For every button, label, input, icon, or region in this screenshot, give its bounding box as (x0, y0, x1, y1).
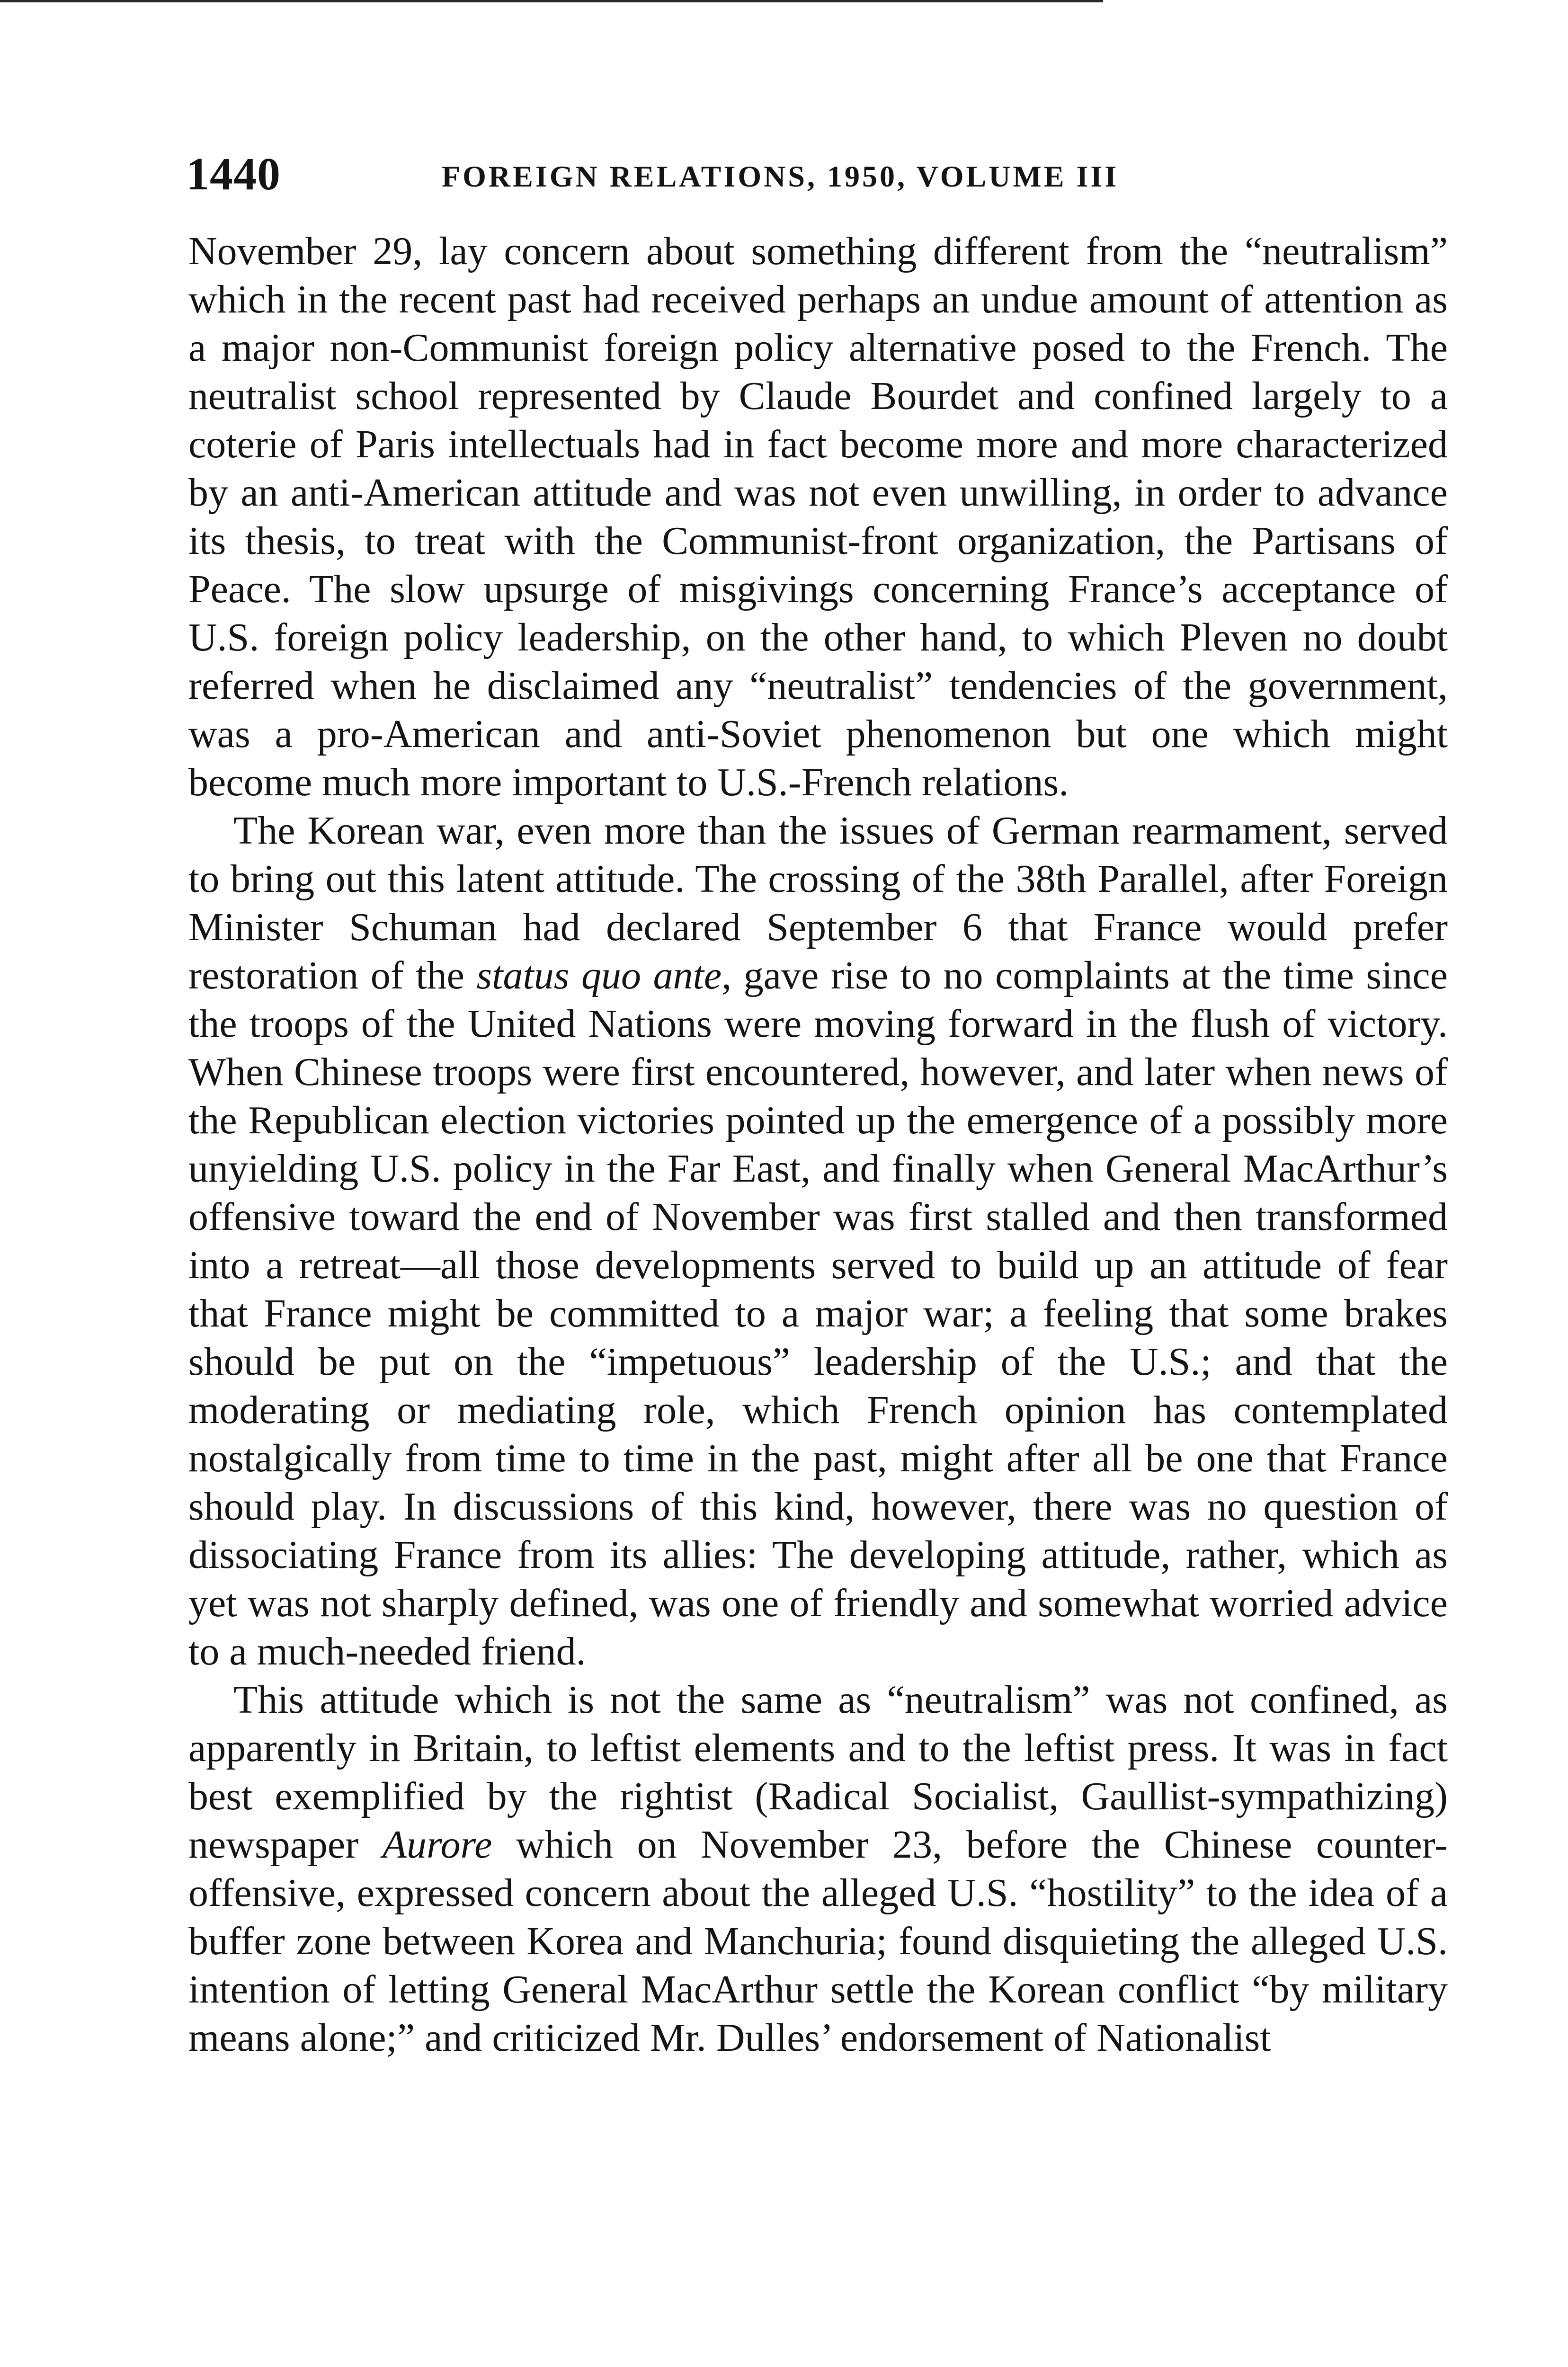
italic-phrase-status-quo-ante: status quo ante (476, 953, 722, 997)
paragraph-2 (188, 807, 1448, 1676)
paragraph-3 (188, 1676, 1448, 2062)
page-header (186, 148, 1455, 205)
italic-newspaper-aurore: Aurore (382, 1823, 492, 1867)
top-edge-rule (0, 0, 1103, 2)
running-title: FOREIGN RELATIONS, 1950, VOLUME III (442, 160, 1119, 193)
paragraph-3-text-a: This attitude which is not the same as “neutralism” was not confined, as apparently in Britain, to leftist elements and to the leftist press. It was in fact best exemplified by the rightist (Radical Socialist, Gaullist-sympathizing) newspaper (188, 1678, 1448, 1867)
paragraph-3-text-b: which on November 23, before the Chinese counter-offensive, expressed concern about the alleged U.S. “hostility” to the idea of a buffer zone between Korea and Manchuria; found disquieting the alleged U.S. intention of letting General MacArthur settle the Korean conflict “by military means alone;” and criticized Mr. Dulles’ endorsement of Nationalist (188, 1823, 1448, 2060)
paragraph-1 (188, 227, 1448, 807)
paragraph-2-text-a: The Korean war, even more than the issues of German rearmament, served to bring out this latent attitude. The crossing of the 38th Parallel, after Foreign Minister Schuman had declared September 6 that France would prefer restoration of the (188, 809, 1448, 997)
paragraph-1-text: November 29, lay concern about something different from the “neutralism” which in the recent past had received perhaps an undue amount of attention as a major non-Communist foreign policy alternative posed to the French. The neutralist school represented by Claude Bourdet and confined largely to a coterie of Paris intellectuals had in fact become more and more characterized by an anti-American attitude and was not even unwilling, in order to advance its thesis, to treat with the Communist-front organization, the Partisans of Peace. The slow upsurge of misgivings concerning France’s acceptance of U.S. foreign policy leadership, on the other hand, to which Pleven no doubt referred when he disclaimed any “neutralist” tendencies of the government, was a pro-American and anti-Soviet phenomenon but one which might become much more important to U.S.-French relations. (188, 229, 1448, 804)
body-text (188, 227, 1448, 2062)
page-number: 1440 (186, 149, 281, 200)
paragraph-2-text-b: , gave rise to no complaints at the time since the troops of the United Nations were moving forward in the flush of victory. When Chinese troops were first encountered, however, and later when news of the Republican election victories pointed up the emergence of a possibly more unyielding U.S. policy in the Far East, and finally when General MacArthur’s offensive toward the end of November was first stalled and then transformed into a retreat—all those developments served to build up an attitude of fear that France might be committed to a major war; a feeling that some brakes should be put on the “impetuous” leadership of the U.S.; and that the moderating or mediating role, which French opinion has contemplated nostalgically from time to time in the past, might after all be one that France should play. In discussions of this kind, however, there was no question of dissociating France from its allies: The developing attitude, rather, which as yet was not sharply defined, was one of friendly and somewhat worried advice to a much-needed friend. (188, 953, 1448, 1673)
